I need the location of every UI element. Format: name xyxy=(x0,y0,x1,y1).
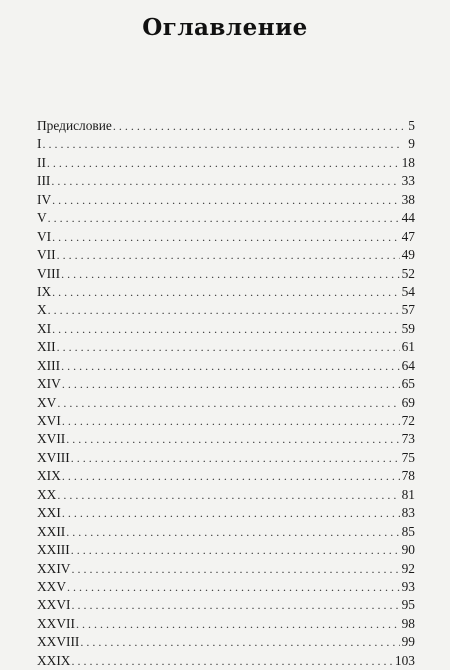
dot-leader xyxy=(52,283,399,301)
dot-leader xyxy=(71,449,400,467)
dot-leader xyxy=(71,596,399,614)
toc-entry-label: XVII xyxy=(37,431,66,447)
toc-entry-page-number: 99 xyxy=(401,634,415,650)
toc-entry-page-number: 78 xyxy=(401,468,415,484)
dot-leader xyxy=(66,430,399,448)
toc-entry xyxy=(37,135,415,153)
toc-entry-page-number: 69 xyxy=(401,394,415,410)
toc-entry-label: XIX xyxy=(37,468,61,484)
toc-entry xyxy=(37,467,415,485)
toc-entry-label: XXI xyxy=(37,505,61,521)
dot-leader xyxy=(52,191,399,209)
toc-entry xyxy=(37,154,415,172)
toc-entry-page-number: 33 xyxy=(401,173,415,189)
toc-entry-label: XXVIII xyxy=(37,634,80,650)
toc-entry-label: XVIII xyxy=(37,449,70,465)
toc-entry xyxy=(37,375,415,393)
toc-entry xyxy=(37,265,415,283)
toc-entry-page-number: 93 xyxy=(401,578,415,594)
toc-entry xyxy=(37,228,415,246)
toc-entry-label: VII xyxy=(37,247,56,263)
toc-entry-label: III xyxy=(37,173,51,189)
toc-entry-page-number: 49 xyxy=(401,247,415,263)
dot-leader xyxy=(61,357,400,375)
dot-leader xyxy=(62,412,400,430)
toc-entry xyxy=(37,560,415,578)
toc-entry-page-number: 103 xyxy=(394,652,415,668)
toc-entry-label: XXIII xyxy=(37,542,70,558)
dot-leader xyxy=(66,523,399,541)
toc-entry xyxy=(37,523,415,541)
dot-leader xyxy=(71,560,399,578)
toc-entry xyxy=(37,541,415,559)
dot-leader xyxy=(52,228,399,246)
dot-leader xyxy=(62,504,400,522)
toc-entry-label: V xyxy=(37,210,47,226)
toc-entry-label: XIV xyxy=(37,376,61,392)
toc-entry-label: XI xyxy=(37,320,52,336)
toc-entry-page-number: 44 xyxy=(401,210,415,226)
toc-entry xyxy=(37,357,415,375)
dot-leader xyxy=(71,541,400,559)
toc-entry-page-number: 73 xyxy=(401,431,415,447)
toc-entry-page-number: 5 xyxy=(408,118,415,133)
toc-entry xyxy=(37,578,415,596)
dot-leader xyxy=(61,265,400,283)
toc-entry-page-number: 52 xyxy=(401,265,415,281)
toc-entry-page-number: 92 xyxy=(401,560,415,576)
toc-entry-label: XX xyxy=(37,486,57,502)
toc-entry-label: VI xyxy=(37,228,52,244)
toc-entry xyxy=(37,615,415,633)
toc-entry xyxy=(37,596,415,614)
toc-entry-page-number: 59 xyxy=(401,320,415,336)
toc-entry xyxy=(37,301,415,319)
dot-leader xyxy=(71,652,392,670)
toc-entry-label: XXV xyxy=(37,578,67,594)
toc-entry xyxy=(37,172,415,190)
dot-leader xyxy=(48,301,400,319)
toc-entry xyxy=(37,504,415,522)
toc-entry-page-number: 64 xyxy=(401,357,415,373)
toc-entry-page-number: 54 xyxy=(401,283,415,299)
toc-entry xyxy=(37,117,415,135)
toc-entry xyxy=(37,449,415,467)
toc-entry xyxy=(37,486,415,504)
toc-entry xyxy=(37,191,415,209)
dot-leader xyxy=(113,117,403,135)
toc-entry-page-number: 75 xyxy=(401,449,415,465)
toc-entry-label: XVI xyxy=(37,413,61,428)
toc-entry-label: VIII xyxy=(37,265,61,281)
toc-entry xyxy=(37,633,415,651)
dot-leader xyxy=(62,467,400,485)
dot-leader xyxy=(76,615,400,633)
dot-leader xyxy=(51,172,399,190)
toc-entry-label: XII xyxy=(37,339,56,355)
toc-entry xyxy=(37,412,415,430)
toc-entry xyxy=(37,246,415,264)
toc-entry-page-number: 9 xyxy=(408,136,415,152)
toc-entry-page-number: 61 xyxy=(401,339,415,355)
toc-entry-label: XXIX xyxy=(37,652,71,668)
toc-entry-page-number: 57 xyxy=(401,302,415,318)
toc-entry-page-number: 81 xyxy=(401,486,415,502)
toc-entry-label: II xyxy=(37,154,46,170)
toc-entry-page-number: 47 xyxy=(401,228,415,244)
toc-entry xyxy=(37,394,415,412)
dot-leader xyxy=(47,154,400,172)
toc-entry-label: XXIV xyxy=(37,560,71,576)
toc-entry-page-number: 38 xyxy=(401,191,415,207)
toc-entry-label: IV xyxy=(37,191,52,207)
toc-entry-label: Предисловие xyxy=(37,118,112,133)
toc-entry-label: XIII xyxy=(37,357,61,373)
dot-leader xyxy=(57,486,399,504)
toc-entry-page-number: 65 xyxy=(401,376,415,392)
toc-entry-label: IX xyxy=(37,283,52,299)
toc-entry xyxy=(37,652,415,670)
table-of-contents xyxy=(37,117,415,670)
toc-entry-label: XXVI xyxy=(37,597,71,613)
toc-entry-page-number: 90 xyxy=(401,542,415,558)
dot-leader xyxy=(57,338,400,356)
page-title: Оглавление xyxy=(142,14,308,41)
dot-leader xyxy=(67,578,400,596)
toc-entry-page-number: 85 xyxy=(401,523,415,539)
toc-entry-page-number: 95 xyxy=(401,597,415,613)
toc-entry-label: X xyxy=(37,302,47,318)
toc-entry xyxy=(37,320,415,338)
toc-entry-label: I xyxy=(37,136,42,152)
toc-entry-page-number: 72 xyxy=(401,413,415,428)
toc-entry xyxy=(37,338,415,356)
toc-entry-label: XV xyxy=(37,394,57,410)
toc-entry xyxy=(37,430,415,448)
dot-leader xyxy=(52,320,399,338)
dot-leader xyxy=(57,394,399,412)
dot-leader xyxy=(80,633,399,651)
toc-entry-page-number: 98 xyxy=(401,615,415,631)
toc-entry-page-number: 83 xyxy=(401,505,415,521)
toc-entry-page-number: 18 xyxy=(401,154,415,170)
toc-entry xyxy=(37,283,415,301)
dot-leader xyxy=(62,375,400,393)
dot-leader xyxy=(57,246,400,264)
toc-entry xyxy=(37,209,415,227)
toc-entry-label: XXVII xyxy=(37,615,75,631)
dot-leader xyxy=(42,135,403,153)
dot-leader xyxy=(48,209,400,227)
toc-entry-label: XXII xyxy=(37,523,66,539)
